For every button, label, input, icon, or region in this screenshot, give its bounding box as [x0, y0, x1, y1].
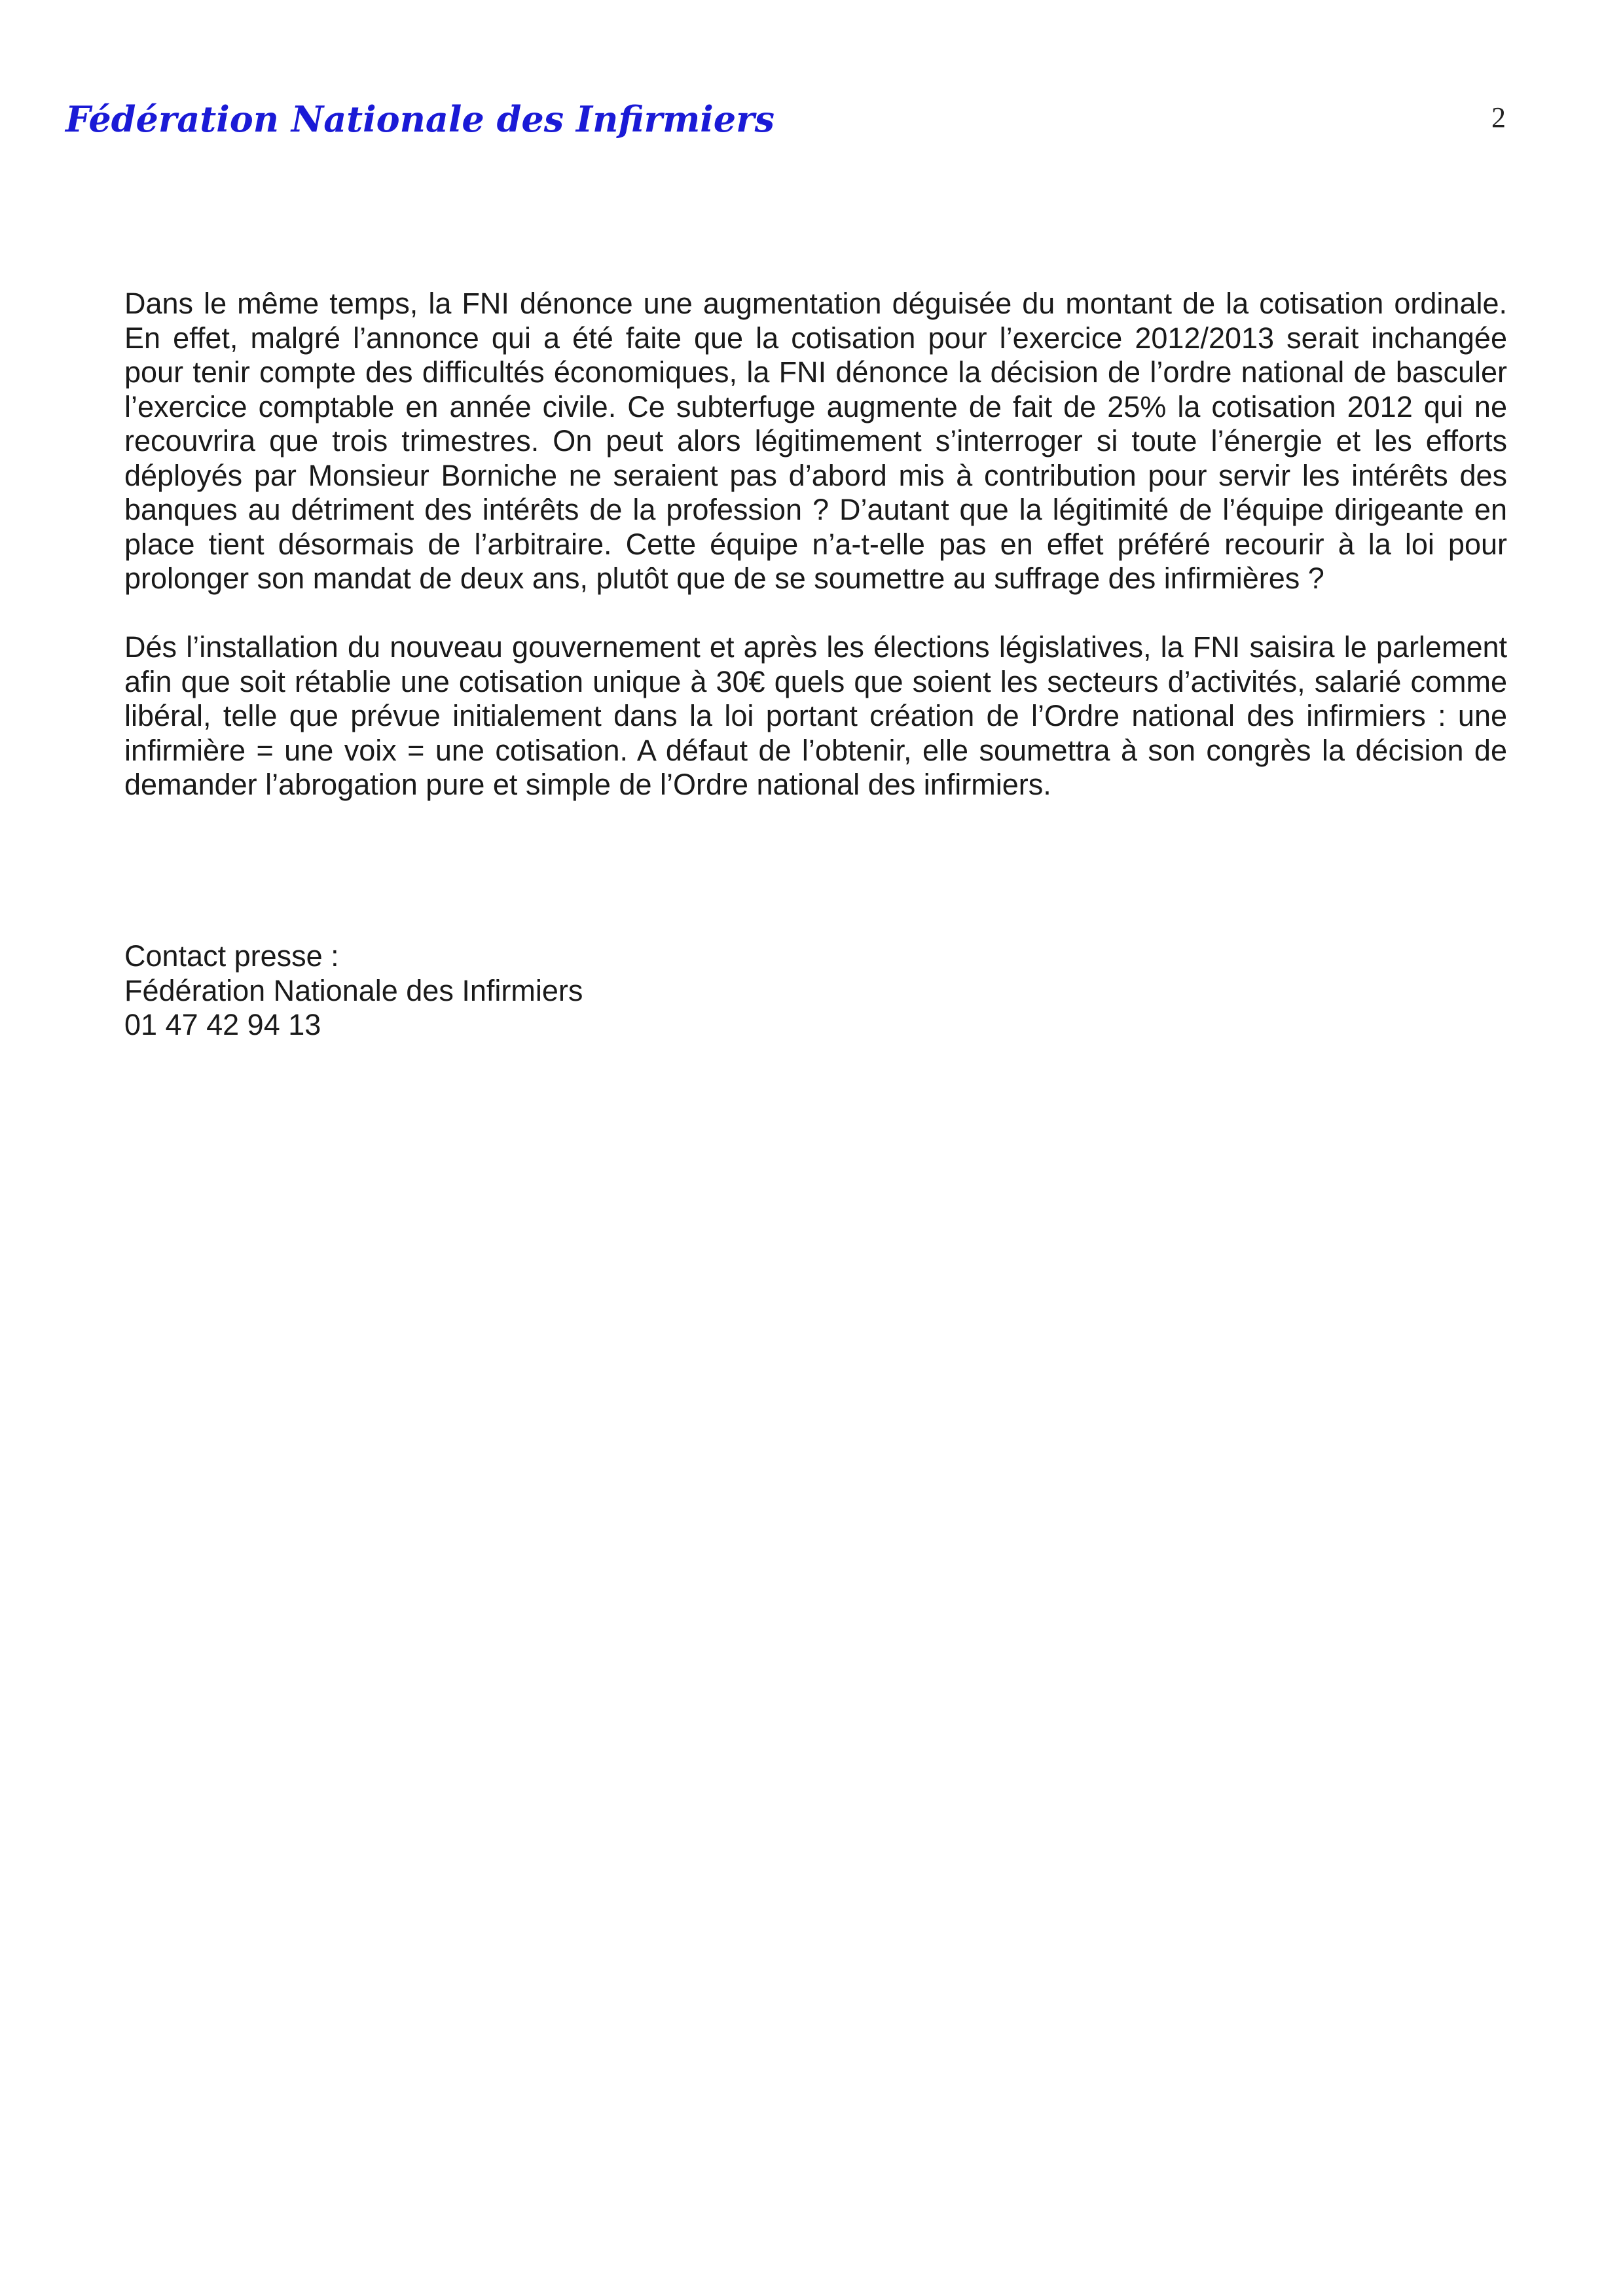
- page-number: 2: [1491, 101, 1506, 134]
- press-contact-label: Contact presse :: [124, 939, 339, 973]
- press-contact-phone: 01 47 42 94 13: [124, 1008, 321, 1041]
- press-contact-block: [124, 939, 583, 1043]
- press-contact-organization: Fédération Nationale des Infirmiers: [124, 973, 583, 1007]
- body-paragraph-cotisation: Dans le même temps, la FNI dénonce une augmentation déguisée du montant de la cotisation ordinale. En effet, malgré l’annonce qui a été faite que la cotisation pour l’exercice 2012/2013 serait inchangée pour tenir compte des difficultés économiques, la FNI dénonce la décision de l’ordre national de basculer l’exercice comptable en année civile. Ce subterfuge augmente de fait de 25% la cotisation 2012 qui ne recouvrira que trois trimestres. On peut alors légitimement s’interroger si toute l’énergie et les efforts déployés par Monsieur Borniche ne seraient pas d’abord mis à contribution pour servir les intérêts des banques au détriment des intérêts de la profession ? D’autant que la légitimité de l’équipe dirigeante en place tient désormais de l’arbitraire. Cette équipe n’a-t-elle pas en effet préféré recourir à la loi pour prolonger son mandat de deux ans, plutôt que de se soumettre au suffrage des infirmières ?: [124, 287, 1507, 595]
- organization-header-title: Fédération Nationale des Infirmiers: [65, 98, 775, 140]
- body-paragraph-parlement: Dés l’installation du nouveau gouvernement et après les élections législatives, la FNI saisira le parlement afin que soit rétablie une cotisation unique à 30€ quels que soient les secteurs d’activités, salarié comme libéral, telle que prévue initialement dans la loi portant création de l’Ordre national des infirmiers : une infirmière = une voix = une cotisation. A défaut de l’obtenir, elle soumettra à son congrès la décision de demander l’abrogation pure et simple de l’Ordre national des infirmiers.: [124, 630, 1507, 801]
